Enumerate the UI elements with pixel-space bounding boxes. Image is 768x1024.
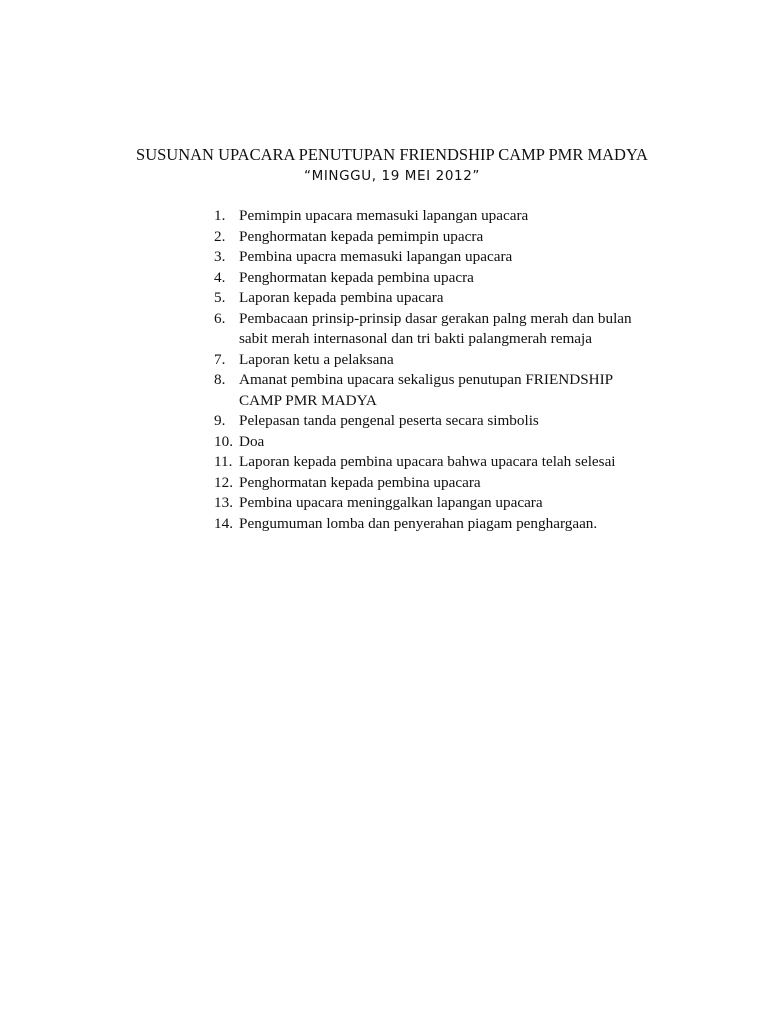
item-text: Amanat pembina upacara sekaligus penutupan FRIENDSHIP xyxy=(239,371,614,388)
item-text: Penghormatan kepada pembina upacara xyxy=(239,473,481,491)
item-text: Doa xyxy=(239,432,265,450)
item-text: Laporan kepada pembina upacara xyxy=(239,289,444,306)
item-text: Pelepasan tanda pengenal peserta secara simbolis xyxy=(239,412,539,429)
item-text: Laporan ketu a pelaksana xyxy=(239,350,394,368)
item-text: Pemimpin upacara memasuki lapangan upacara xyxy=(239,207,529,224)
item-number: 6. xyxy=(214,309,226,327)
item-number: 10. xyxy=(214,432,233,450)
item-number: 2. xyxy=(214,227,226,245)
item-number: 14. xyxy=(214,514,233,532)
list-item xyxy=(214,206,654,227)
list-item xyxy=(214,370,654,411)
item-number: 7. xyxy=(214,350,226,368)
item-text: Pembina upacra memasuki lapangan upacara xyxy=(239,248,513,265)
item-number: 13. xyxy=(214,494,233,511)
item-number: 1. xyxy=(214,207,226,224)
item-number: 12. xyxy=(214,473,233,491)
list-item xyxy=(214,247,654,268)
item-text: Pengumuman lomba dan penyerahan piagam penghargaan. xyxy=(239,514,598,532)
item-text: Pembina upacara meninggalkan lapangan upacara xyxy=(239,494,543,511)
item-text: Laporan kepada pembina upacara bahwa upacara telah selesai xyxy=(239,453,616,470)
item-number: 9. xyxy=(214,412,226,429)
list-item xyxy=(214,288,654,309)
item-text: Penghormatan kepada pemimpin upacra xyxy=(239,227,484,245)
list-item xyxy=(214,473,654,494)
list-item xyxy=(214,493,654,514)
list-item xyxy=(214,268,654,289)
item-text-continued: sabit merah internasonal dan tri bakti palangmerah remaja xyxy=(239,330,592,347)
item-number: 3. xyxy=(214,248,226,265)
item-number: 5. xyxy=(214,289,226,306)
list-item xyxy=(214,514,654,535)
document-subtitle: “MINGGU, 19 MEI 2012” xyxy=(304,168,480,184)
item-text: Penghormatan kepada pembina upacra xyxy=(239,268,474,286)
item-number: 8. xyxy=(214,371,226,388)
document-title: SUSUNAN UPACARA PENUTUPAN FRIENDSHIP CAMP PMR MADYA xyxy=(136,145,648,164)
list-item xyxy=(214,452,654,473)
ceremony-list xyxy=(214,206,654,534)
item-text: Pembacaan prinsip-prinsip dasar gerakan palng merah dan bulan xyxy=(239,309,632,327)
list-item xyxy=(214,411,654,432)
list-item xyxy=(214,309,654,350)
item-number: 11. xyxy=(214,453,233,470)
list-item xyxy=(214,350,654,371)
item-number: 4. xyxy=(214,268,226,286)
list-item xyxy=(214,227,654,248)
item-text-continued: CAMP PMR MADYA xyxy=(239,391,377,409)
list-item xyxy=(214,432,654,453)
